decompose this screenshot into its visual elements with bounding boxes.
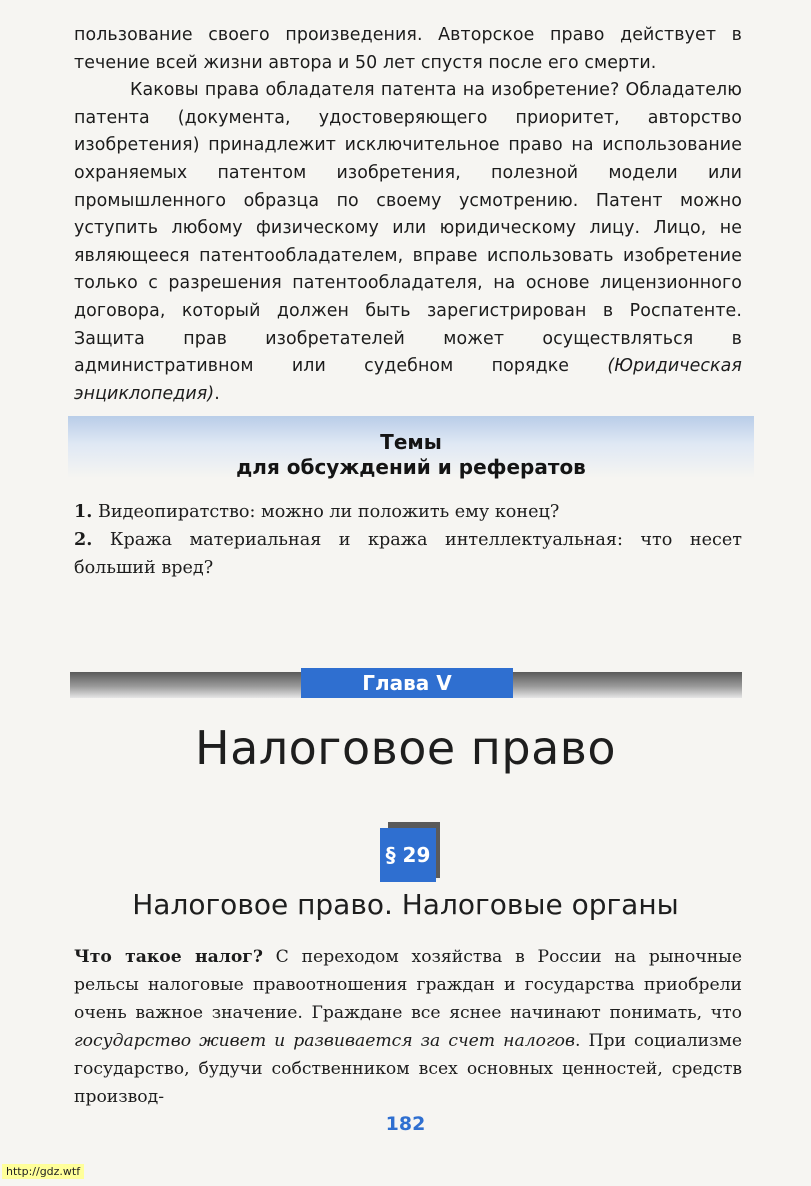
source-citation: (Юридическая энциклопедия) xyxy=(74,356,742,404)
item-text: Видеопиратство: можно ли положить ему конец? xyxy=(97,502,560,522)
body-text-1: С переходом хозяйства в России на рыночные рельсы налоговые правоотношения граждан и государства приобрели очень важное значение. Граждане все яснее начинают понимать, что xyxy=(74,947,742,1023)
lead-question: Что такое налог? xyxy=(74,947,263,967)
topics-heading-line2: для обсуждений и рефератов xyxy=(236,455,586,479)
topics-list xyxy=(74,498,742,582)
page-number: 182 xyxy=(385,1113,426,1135)
list-item xyxy=(74,498,742,526)
sentence-end: . xyxy=(214,383,220,404)
author-rights-sentence: пользование своего произведения. Авторское право действует в течение всей жизни автора и 50 лет спустя после его смерти. xyxy=(74,25,742,73)
item-number: 1. xyxy=(74,501,93,522)
body-italic: государство живет и развивается за счет налогов xyxy=(74,1031,576,1051)
item-text: Кража материальная и кража интеллектуальная: что несет больший вред? xyxy=(74,530,743,578)
section-title: Налоговое право. Налоговые органы xyxy=(132,888,679,921)
body-text-2: . При социализме государство, будучи собственником всех основных ценностей, средств производ- xyxy=(74,1031,742,1107)
item-number: 2. xyxy=(74,529,93,550)
intro-paragraph xyxy=(74,22,742,408)
list-item xyxy=(74,526,742,582)
topics-heading-line1: Темы xyxy=(380,430,442,454)
section-badge: § 29 xyxy=(380,828,436,882)
chapter-title: Налоговое право xyxy=(194,721,617,775)
patent-rights-text: Каковы права обладателя патента на изобретение? Обладателю патента (документа, удостоверяющего приоритет, авторство изобретения) принадлежит исключительное право на использование охраняемых патентом изобретения, полезной модели или промышленного образца по своему усмотрению. Патент можно уступить любому физическому или юридическому лицу. Лицо, не являющееся патентообладателем, вправе использовать изобретение только с разрешения патентообладателя, на основе лицензионного договора, который должен быть зарегистрирован в Роспатенте. Защита прав изобретателей может осуществляться в административном или судебном порядке xyxy=(74,80,742,377)
topics-heading xyxy=(68,430,754,480)
chapter-label: Глава V xyxy=(301,668,513,698)
watermark-link[interactable]: http://gdz.wtf xyxy=(2,1164,84,1179)
body-paragraph xyxy=(74,943,742,1111)
